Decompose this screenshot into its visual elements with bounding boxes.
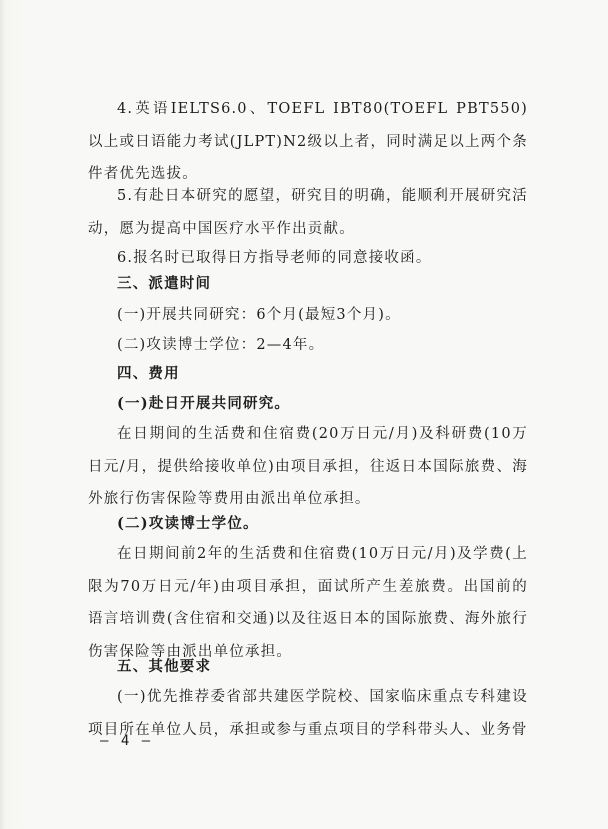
requirement-4-paragraph: 4.英语IELTS6.0、TOEFL IBT80(TOEFL PBT550)以上或日语能力考试(JLPT)N2级以上者，同时满足以上两个条件者优先选拔。 bbox=[88, 101, 528, 182]
section-4-heading: 四、费用 bbox=[117, 365, 180, 382]
section-5-item-1: (一)优先推荐委省部共建医学院校、国家临床重点专科建设项目所在单位人员，承担或参与重点项目的学科带头人、业务骨 bbox=[88, 689, 528, 738]
section-4-item-1-body: 在日期间的生活费和住宿费(20万日元/月)及科研费(10万日元/月，提供给接收单位)由项目承担，往返日本国际旅费、海外旅行伤害保险等费用由派出单位承担。 bbox=[88, 426, 528, 507]
section-5-heading: 五、其他要求 bbox=[117, 658, 212, 675]
section-4-item-1-title: (一)赴日开展共同研究。 bbox=[117, 395, 291, 412]
requirement-5-paragraph: 5.有赴日本研究的愿望，研究目的明确，能顺利开展研究活动，愿为提高中国医疗水平作出贡献。 bbox=[88, 188, 528, 237]
section-3-heading: 三、派遣时间 bbox=[117, 275, 212, 292]
section-3-item-2: (二)攻读博士学位：2—4年。 bbox=[117, 337, 325, 353]
section-4-item-2-title: (二)攻读博士学位。 bbox=[117, 515, 259, 532]
section-4-item-2-body: 在日期间前2年的生活费和住宿费(10万日元/月)及学费(上限为70万日元/年)由项目承担，面试所产生差旅费。出国前的语言培训费(含住宿和交通)以及往返日本的国际旅费、海外旅行伤害保险等由派出单位承担。 bbox=[88, 546, 528, 660]
requirement-6-paragraph: 6.报名时已取得日方指导老师的同意接收函。 bbox=[117, 250, 432, 266]
page-number: — 4 — bbox=[100, 733, 153, 749]
section-3-item-1: (一)开展共同研究：6个月(最短3个月)。 bbox=[117, 307, 401, 323]
